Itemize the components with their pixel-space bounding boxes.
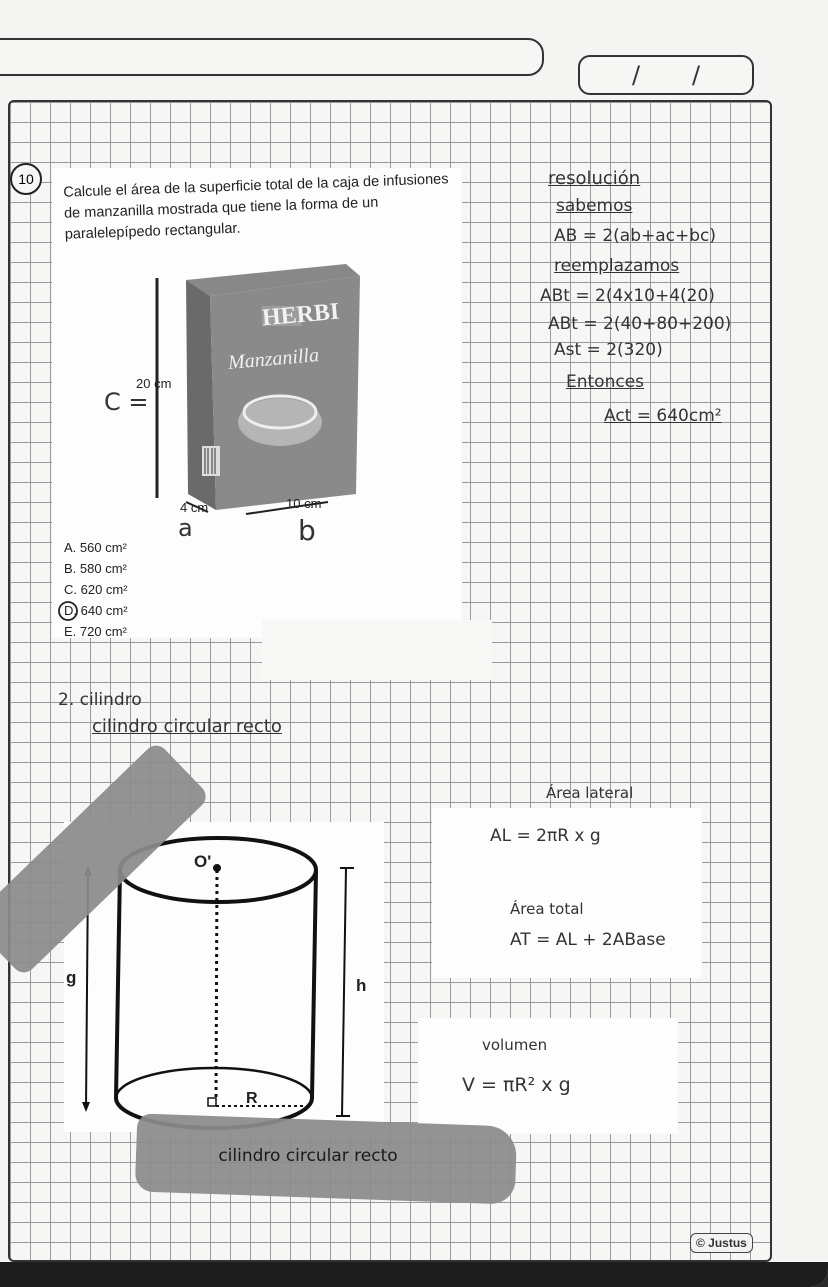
total-title: Área total bbox=[510, 900, 584, 918]
background-surface bbox=[0, 1262, 828, 1287]
volume-formula: V = πR² x g bbox=[462, 1074, 571, 1096]
res-line-9: Act = 640cm² bbox=[604, 406, 722, 426]
section-title: 2. cilindro bbox=[58, 690, 142, 710]
volume-title: volumen bbox=[482, 1036, 548, 1054]
label-depth: 4 cm bbox=[180, 500, 209, 515]
res-line-5: ABt = 2(4x10+4(20) bbox=[540, 286, 715, 306]
label-r: R bbox=[246, 1090, 258, 1107]
answer-circle-mark bbox=[56, 600, 80, 622]
question-text: Calcule el área de la superficie total de la caja de infusiones de manzanilla mostrada que tiene la forma de un paralelepípedo rectangular. bbox=[63, 171, 449, 243]
justus-logo: © Justus bbox=[690, 1233, 753, 1253]
total-formula: AT = AL + 2ABase bbox=[510, 930, 666, 950]
label-height: 20 cm bbox=[136, 376, 172, 391]
option-c: C. 620 cm² bbox=[64, 582, 128, 597]
label-h: h bbox=[356, 976, 367, 995]
date-slash-2: / bbox=[692, 61, 701, 89]
tape-caption: cilindro circular recto bbox=[218, 1146, 398, 1166]
res-line-2: sabemos bbox=[556, 196, 633, 216]
pasted-question-extension bbox=[262, 620, 492, 680]
option-b: B. 580 cm² bbox=[64, 561, 127, 576]
date-box bbox=[578, 55, 754, 95]
label-o-prime: O' bbox=[194, 852, 212, 871]
res-line-7: Ast = 2(320) bbox=[554, 340, 663, 360]
box-brand: HERBI bbox=[260, 298, 341, 332]
lateral-formula: AL = 2πR x g bbox=[490, 826, 601, 846]
hand-b-label: b bbox=[298, 514, 316, 547]
date-slash-1: / bbox=[632, 61, 641, 89]
box-product: Manzanilla bbox=[227, 344, 320, 374]
header-bar bbox=[0, 38, 544, 76]
hand-a-label: a bbox=[178, 514, 193, 542]
res-line-6: ABt = 2(40+80+200) bbox=[548, 314, 732, 334]
label-width: 10 cm bbox=[286, 496, 322, 511]
res-line-8: Entonces bbox=[566, 372, 645, 392]
lateral-title: Área lateral bbox=[546, 784, 634, 802]
hand-c-label: C = bbox=[104, 388, 149, 416]
section-subtitle: cilindro circular recto bbox=[92, 716, 282, 737]
res-line-4: reemplazamos bbox=[554, 256, 680, 276]
option-d: D. 640 cm² bbox=[64, 603, 128, 618]
res-line-3: AB = 2(ab+ac+bc) bbox=[554, 226, 717, 246]
question-number: 10 bbox=[10, 163, 42, 195]
option-e: E. 720 cm² bbox=[64, 624, 127, 636]
option-a: A. 560 cm² bbox=[64, 540, 127, 555]
res-line-1: resolución bbox=[548, 168, 641, 189]
label-g: g bbox=[66, 968, 77, 987]
